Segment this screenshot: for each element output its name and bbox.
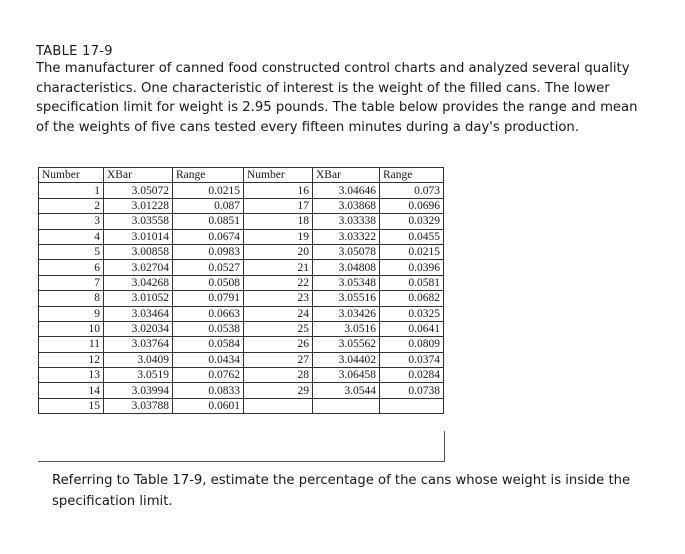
cell-range: 0.0682	[380, 291, 444, 306]
table-border	[38, 461, 445, 462]
cell-xbar: 3.05516	[313, 291, 380, 306]
cell-range: 0.0696	[380, 198, 444, 213]
table-row	[39, 244, 444, 259]
cell-number: 19	[244, 229, 313, 244]
cell-xbar: 3.05348	[313, 275, 380, 290]
cell-number: 3	[39, 214, 104, 229]
table-border	[444, 431, 445, 462]
cell-range: 0.0762	[173, 368, 244, 383]
cell-xbar: 3.04268	[104, 275, 173, 290]
cell-xbar: 3.02034	[104, 321, 173, 336]
header-range-2: Range	[380, 168, 444, 183]
table-label: TABLE 17-9	[36, 44, 113, 59]
table-row	[39, 214, 444, 229]
table-row	[39, 321, 444, 336]
cell-range: 0.0791	[173, 291, 244, 306]
cell-number: 20	[244, 244, 313, 259]
cell-number: 10	[39, 321, 104, 336]
table-body	[39, 183, 444, 414]
intro-paragraph: The manufacturer of canned food constructed control charts and analyzed several quality characteristics. One characteristic of interest is the weight of the filled cans. The lower specification limit for weight is 2.95 pounds. The table below provides the range and mean of the weights of five cans tested every fifteen minutes during a day's production.	[36, 61, 638, 135]
table-row	[39, 398, 444, 413]
cell-range: 0.0584	[173, 337, 244, 352]
cell-range: 0.0581	[380, 275, 444, 290]
table-row	[39, 275, 444, 290]
cell-xbar: 3.01228	[104, 198, 173, 213]
cell-range: 0.087	[173, 198, 244, 213]
cell-range: 0.0738	[380, 383, 444, 398]
cell-number: 2	[39, 198, 104, 213]
table-row	[39, 337, 444, 352]
cell-xbar: 3.03322	[313, 229, 380, 244]
cell-range: 0.0833	[173, 383, 244, 398]
cell-xbar: 3.03868	[313, 198, 380, 213]
cell-number: 12	[39, 352, 104, 367]
cell-number: 23	[244, 291, 313, 306]
table-header-row	[39, 168, 444, 183]
table-row	[39, 260, 444, 275]
cell-number: 18	[244, 214, 313, 229]
cell-number: 16	[244, 183, 313, 198]
cell-number: 29	[244, 383, 313, 398]
cell-range: 0.0215	[173, 183, 244, 198]
cell-xbar: 3.05072	[104, 183, 173, 198]
table-row	[39, 383, 444, 398]
cell-xbar: 3.01052	[104, 291, 173, 306]
cell-number: 7	[39, 275, 104, 290]
cell-number: 26	[244, 337, 313, 352]
header-range-1: Range	[173, 168, 244, 183]
cell-xbar: 3.0519	[104, 368, 173, 383]
cell-number: 27	[244, 352, 313, 367]
header-number-1: Number	[39, 168, 104, 183]
cell-number: 15	[39, 398, 104, 413]
cell-xbar: 3.04646	[313, 183, 380, 198]
cell-range: 0.0538	[173, 321, 244, 336]
cell-xbar: 3.0516	[313, 321, 380, 336]
cell-range: 0.0455	[380, 229, 444, 244]
cell-number: 5	[39, 244, 104, 259]
cell-xbar: 3.03426	[313, 306, 380, 321]
cell-xbar: 3.03788	[104, 398, 173, 413]
cell-range: 0.0284	[380, 368, 444, 383]
table-row	[39, 306, 444, 321]
cell-range: 0.0674	[173, 229, 244, 244]
cell-range: 0.0396	[380, 260, 444, 275]
cell-number: 21	[244, 260, 313, 275]
cell-number: 6	[39, 260, 104, 275]
cell-xbar: 3.0409	[104, 352, 173, 367]
table-row	[39, 352, 444, 367]
cell-number: 17	[244, 198, 313, 213]
cell-xbar: 3.02704	[104, 260, 173, 275]
cell-range: 0.0215	[380, 244, 444, 259]
cell-range: 0.073	[380, 183, 444, 198]
cell-number: 24	[244, 306, 313, 321]
table-row	[39, 183, 444, 198]
cell-xbar: 3.06458	[313, 368, 380, 383]
cell-range: 0.0641	[380, 321, 444, 336]
cell-number: 25	[244, 321, 313, 336]
cell-number: 11	[39, 337, 104, 352]
cell-xbar: 3.03558	[104, 214, 173, 229]
question-text: Referring to Table 17-9, estimate the percentage of the cans whose weight is inside the specification limit.	[52, 473, 631, 509]
cell-range: 0.0374	[380, 352, 444, 367]
cell-number	[244, 398, 313, 413]
cell-xbar: 3.03994	[104, 383, 173, 398]
cell-xbar: 3.0544	[313, 383, 380, 398]
cell-xbar: 3.04808	[313, 260, 380, 275]
header-number-2: Number	[244, 168, 313, 183]
cell-number: 22	[244, 275, 313, 290]
cell-range: 0.0983	[173, 244, 244, 259]
cell-number: 28	[244, 368, 313, 383]
cell-number: 9	[39, 306, 104, 321]
cell-number: 1	[39, 183, 104, 198]
cell-range: 0.0527	[173, 260, 244, 275]
cell-xbar: 3.03338	[313, 214, 380, 229]
cell-xbar: 3.03764	[104, 337, 173, 352]
cell-number: 14	[39, 383, 104, 398]
cell-xbar: 3.05078	[313, 244, 380, 259]
cell-xbar: 3.03464	[104, 306, 173, 321]
cell-number: 8	[39, 291, 104, 306]
cell-xbar: 3.01014	[104, 229, 173, 244]
header-xbar-1: XBar	[104, 168, 173, 183]
cell-range: 0.0809	[380, 337, 444, 352]
cell-range	[380, 398, 444, 413]
table-row	[39, 368, 444, 383]
cell-range: 0.0329	[380, 214, 444, 229]
cell-range: 0.0508	[173, 275, 244, 290]
cell-xbar	[313, 398, 380, 413]
cell-range: 0.0325	[380, 306, 444, 321]
cell-number: 13	[39, 368, 104, 383]
cell-range: 0.0851	[173, 214, 244, 229]
data-table	[38, 167, 444, 414]
cell-range: 0.0434	[173, 352, 244, 367]
table-row	[39, 291, 444, 306]
table-row	[39, 229, 444, 244]
cell-xbar: 3.05562	[313, 337, 380, 352]
cell-xbar: 3.00858	[104, 244, 173, 259]
cell-xbar: 3.04402	[313, 352, 380, 367]
header-xbar-2: XBar	[313, 168, 380, 183]
table-row	[39, 198, 444, 213]
cell-range: 0.0663	[173, 306, 244, 321]
cell-range: 0.0601	[173, 398, 244, 413]
cell-number: 4	[39, 229, 104, 244]
